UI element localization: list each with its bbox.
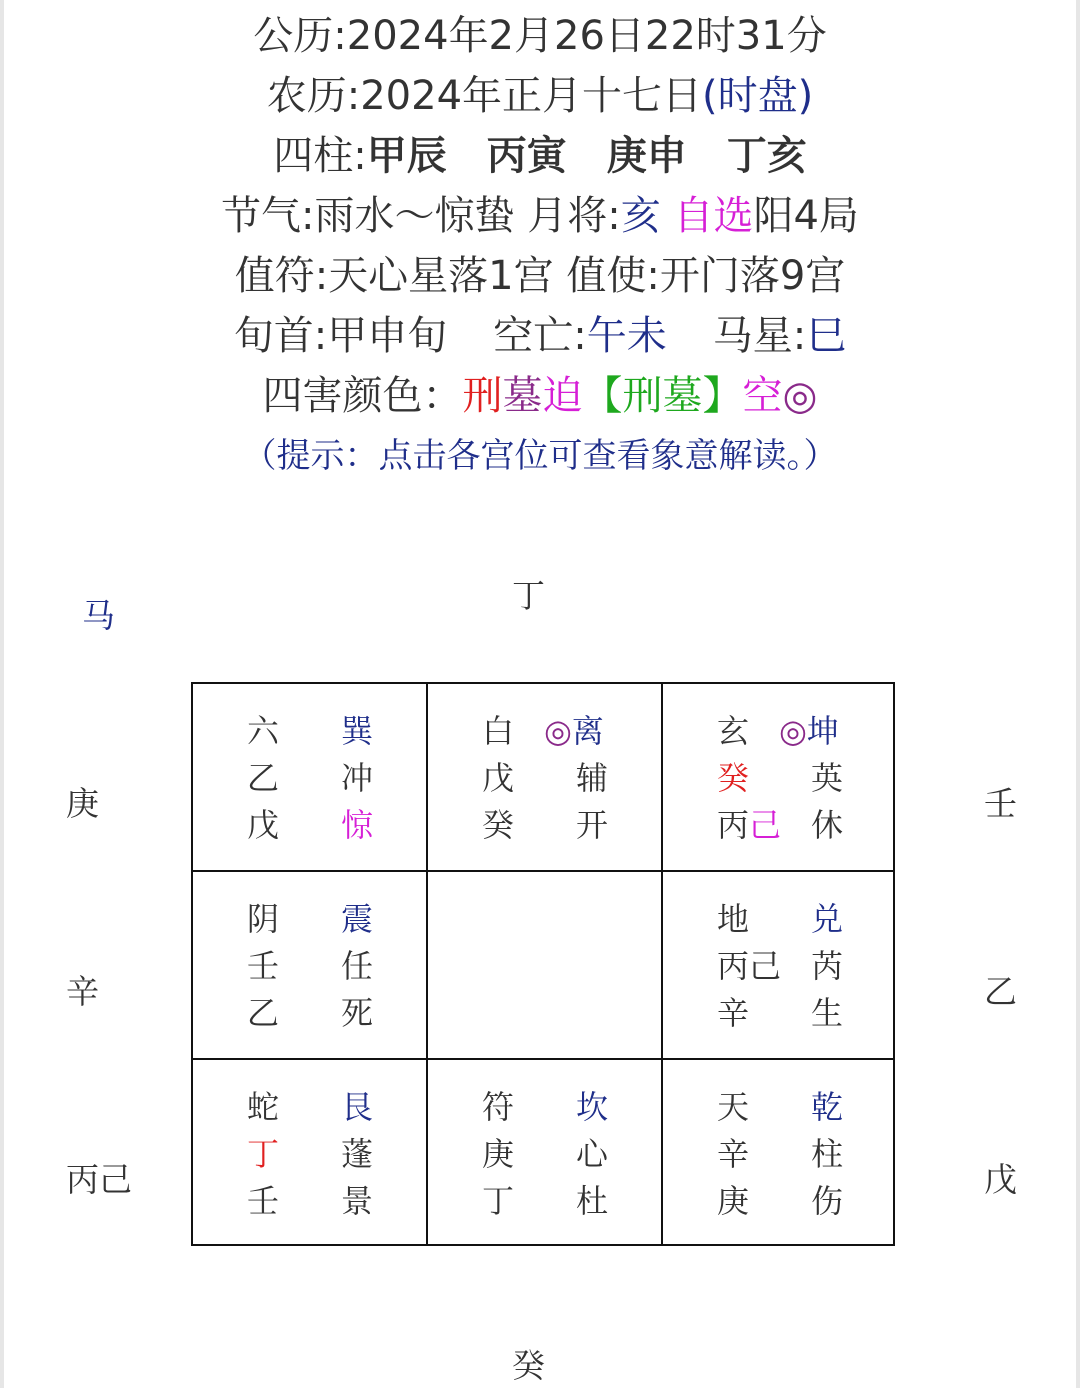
zixuan-label: 自选: [673, 193, 754, 239]
zhifu-value: 天心星落1宫: [328, 253, 554, 299]
pillar-day: 庚申: [606, 133, 687, 179]
palace-name: 艮: [341, 1088, 374, 1126]
outer-bottom-stem: 癸: [512, 1346, 545, 1385]
earth-stem: 戊: [247, 806, 280, 844]
deity: 六: [247, 712, 280, 750]
outer-top-stem: 丁: [512, 576, 545, 615]
palace-qian[interactable]: [663, 1060, 893, 1244]
palace-name: 兑: [811, 900, 844, 938]
legend-po: 迫: [542, 373, 583, 419]
outer-right-stem-3: 戊: [984, 1160, 1017, 1199]
heaven-stem: 癸: [717, 759, 750, 797]
door: 惊: [341, 806, 374, 844]
zhishi-value: 开门落9宫: [659, 253, 846, 299]
lunar-mode: (时盘): [702, 73, 814, 119]
door: 休: [811, 806, 844, 844]
outer-right-stem-1: 壬: [984, 784, 1017, 823]
xunshou-value: 甲申旬: [327, 313, 448, 359]
horse-star-marker: 马: [82, 596, 115, 635]
legend-circle: ◎: [782, 373, 818, 419]
palace-kan[interactable]: [428, 1060, 663, 1244]
heaven-stem: 戊: [482, 759, 515, 797]
zhifu-line: [0, 248, 1080, 304]
palace-center[interactable]: [428, 872, 663, 1060]
xunshou-label: 旬首:: [233, 313, 328, 359]
outer-left-stem-2: 辛: [66, 972, 99, 1011]
door: 杜: [576, 1182, 609, 1220]
legend-xing-mu: 【刑墓】: [582, 373, 743, 419]
heaven-stem: 丁: [247, 1135, 280, 1173]
palace-dui[interactable]: [663, 872, 893, 1060]
kongwang-label: 空亡:: [493, 313, 587, 359]
deity: 白: [482, 712, 515, 750]
earth-stem: 丁: [482, 1182, 515, 1220]
lunar-value: 2024年正月十七日: [360, 73, 703, 119]
four-pillars-line: [0, 128, 1080, 184]
outer-right-stem-2: 乙: [984, 972, 1017, 1011]
legend-mu: 墓: [502, 373, 543, 419]
kongwang-value: 午未: [586, 313, 667, 359]
solar-date-line: [0, 8, 1080, 64]
star: 辅: [576, 759, 609, 797]
solar-value: 2024年2月26日22时31分: [346, 13, 827, 59]
legend-xing: 刑: [462, 373, 503, 419]
heaven-stem: 庚: [482, 1135, 515, 1173]
deity: 地: [717, 900, 750, 938]
ju-value: 阳4局: [753, 193, 859, 239]
nine-palace-grid: [191, 682, 895, 1246]
star: 蓬: [341, 1135, 374, 1173]
star: 冲: [341, 759, 374, 797]
jieqi-label: 节气:: [221, 193, 315, 239]
pillar-hour: 丁亥: [726, 133, 807, 179]
pillar-month: 丙寅: [486, 133, 567, 179]
door: 景: [341, 1182, 374, 1220]
earth-stem: 丙: [717, 806, 750, 844]
door: 伤: [811, 1182, 844, 1220]
deity: 蛇: [247, 1088, 280, 1126]
xunshou-line: [0, 308, 1080, 364]
star: 英: [811, 759, 844, 797]
heaven-stem: 辛: [717, 1135, 750, 1173]
heaven-stem: 乙: [247, 759, 280, 797]
jieqi-line: [0, 188, 1080, 244]
earth-stem: 壬: [247, 1182, 280, 1220]
door: 死: [341, 994, 374, 1032]
yuejiang-label: 月将:: [527, 193, 621, 239]
palace-li[interactable]: [428, 684, 663, 872]
heaven-stem: 丙己: [717, 947, 782, 985]
deity: 天: [717, 1088, 750, 1126]
maxing-value: 巳: [806, 313, 847, 359]
palace-kun[interactable]: [663, 684, 893, 872]
hint-text: （提示：点击各宫位可查看象意解读。）: [242, 436, 838, 476]
earth-stem-secondary: 己: [749, 806, 782, 844]
star: 芮: [811, 947, 844, 985]
solar-label: 公历:: [253, 13, 347, 59]
palace-zhen[interactable]: [193, 872, 428, 1060]
lunar-date-line: [0, 68, 1080, 124]
earth-stem: 庚: [717, 1182, 750, 1220]
pillar-year: 甲辰: [366, 133, 447, 179]
palace-name: 巽: [341, 712, 374, 750]
door: 开: [576, 806, 609, 844]
yuejiang-value: 亥: [620, 193, 661, 239]
empty-circle-icon: ◎: [779, 712, 807, 750]
outer-left-stem-1: 庚: [66, 784, 99, 823]
outer-left-stem-3: 丙己: [66, 1160, 132, 1199]
earth-stem: 癸: [482, 806, 515, 844]
deity: 玄: [717, 712, 750, 750]
heaven-stem: 壬: [247, 947, 280, 985]
star: 心: [576, 1135, 609, 1173]
palace-name: 离: [571, 712, 604, 750]
earth-stem: 辛: [717, 994, 750, 1032]
zhifu-label: 值符:: [234, 253, 329, 299]
legend-kong: 空: [742, 373, 783, 419]
star: 任: [341, 947, 374, 985]
deity: 符: [482, 1088, 515, 1126]
palace-gen[interactable]: [193, 1060, 428, 1244]
palace-name: 乾: [811, 1088, 844, 1126]
lunar-label: 农历:: [266, 73, 361, 119]
deity: 阴: [247, 900, 280, 938]
palace-name: 震: [341, 900, 374, 938]
jieqi-value: 雨水～惊蛰: [314, 193, 515, 239]
sihai-legend-line: [0, 368, 1080, 424]
maxing-label: 马星:: [712, 313, 807, 359]
palace-name: 坎: [576, 1088, 609, 1126]
sihai-label: 四害颜色：: [262, 373, 463, 419]
palace-name: 坤: [806, 712, 839, 750]
zhishi-label: 值使:: [566, 253, 660, 299]
empty-circle-icon: ◎: [544, 712, 572, 750]
earth-stem: 乙: [247, 994, 280, 1032]
door: 生: [811, 994, 844, 1032]
pillars-label: 四柱:: [273, 133, 367, 179]
star: 柱: [811, 1135, 844, 1173]
palace-xun[interactable]: [193, 684, 428, 872]
